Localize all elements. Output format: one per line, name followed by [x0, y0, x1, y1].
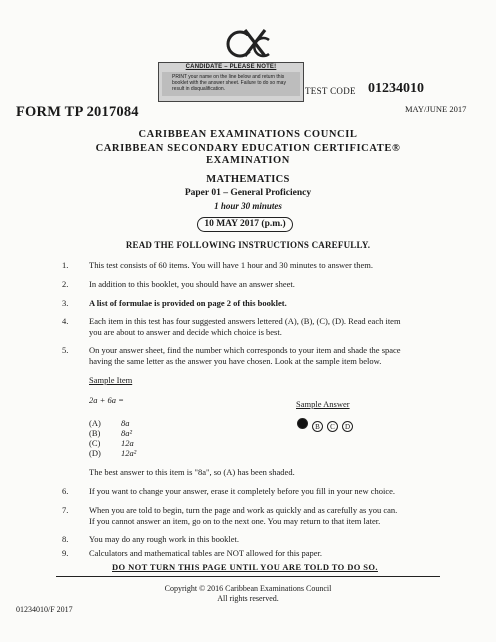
instruction-number: 4. [62, 316, 69, 326]
instruction-text: Each item in this test has four suggested answers lettered (A), (B), (C), (D). Read each item [89, 316, 401, 326]
instruction-number: 9. [62, 548, 69, 558]
option-letter: (B) [89, 428, 101, 438]
instruction-text: In addition to this booklet, you should have an answer sheet. [89, 279, 295, 289]
answer-bubble-d: D [342, 421, 353, 432]
test-code: 01234010 [368, 81, 424, 96]
option-letter: (C) [89, 438, 101, 448]
test-code-label: TEST CODE [305, 86, 356, 96]
option-value: 8a² [121, 428, 133, 438]
sample-explanation: The best answer to this item is "8a", so (A) has been shaded. [89, 467, 295, 477]
answer-bubble-a-filled [297, 418, 308, 429]
option-letter: (D) [89, 448, 101, 458]
instruction-number: 2. [62, 279, 69, 289]
final-warning: DO NOT TURN THIS PAGE UNTIL YOU ARE TOLD TO DO SO. [112, 562, 378, 572]
exam-date: 10 MAY 2017 (p.m.) [197, 217, 293, 232]
option-value: 12a [121, 438, 134, 448]
paper-title: Paper 01 – General Proficiency [184, 188, 312, 198]
instruction-text: If you want to change your answer, erase it completely before you fill in your new choice. [89, 486, 396, 496]
instruction-number: 1. [62, 260, 69, 270]
candidate-notice-box [158, 62, 304, 102]
instructions-heading: READ THE FOLLOWING INSTRUCTIONS CAREFULLY. [125, 240, 371, 250]
duration: 1 hour 30 minutes [214, 201, 282, 211]
instruction-text: having the same letter as the answer you have chosen. Look at the sample item below. [89, 356, 382, 366]
answer-bubble-b: B [312, 421, 323, 432]
instruction-number: 5. [62, 345, 69, 355]
instruction-text: you are about to answer and decide which choice is best. [89, 327, 282, 337]
notice-title: CANDIDATE – PLEASE NOTE! [185, 64, 277, 70]
certificate-title: CARIBBEAN SECONDARY EDUCATION CERTIFICATE® [95, 143, 401, 154]
sample-answer-heading: Sample Answer [296, 399, 350, 409]
instruction-text: A list of formulae is provided on page 2 of this booklet. [89, 298, 287, 308]
instruction-number: 8. [62, 534, 69, 544]
instruction-text: Calculators and mathematical tables are NOT allowed for this paper. [89, 548, 323, 558]
examination-title: EXAMINATION [206, 155, 290, 166]
form-number: FORM TP 2017084 [16, 104, 139, 120]
exam-session: MAY/JUNE 2017 [405, 104, 467, 114]
option-value: 12a² [121, 448, 137, 458]
instruction-number: 6. [62, 486, 69, 496]
footer-code: 01234010/F 2017 [16, 605, 73, 614]
sample-item-heading: Sample Item [89, 375, 133, 385]
divider-line [56, 576, 440, 577]
notice-body: PRINT your name on the line below and return this booklet with the answer sheet. Failure to do so may result in disqualification. [162, 72, 300, 96]
council-title: CARIBBEAN EXAMINATIONS COUNCIL [138, 129, 358, 140]
option-letter: (A) [89, 418, 101, 428]
instruction-text: You may do any rough work in this booklet. [89, 534, 240, 544]
instruction-text: When you are told to begin, turn the page and work as quickly and as carefully as you can. [89, 505, 398, 515]
instruction-number: 7. [62, 505, 69, 515]
rights-line: All rights reserved. [217, 594, 279, 603]
copyright-line: Copyright © 2016 Caribbean Examinations Council [164, 584, 332, 593]
instruction-text: This test consists of 60 items. You will have 1 hour and 30 minutes to answer them. [89, 260, 374, 270]
sample-answer-bubbles [297, 416, 353, 434]
instruction-text: On your answer sheet, find the number which corresponds to your item and shade the space [89, 345, 401, 355]
instruction-number: 3. [62, 298, 69, 308]
option-value: 8a [121, 418, 130, 428]
answer-bubble-c: C [327, 421, 338, 432]
sample-question: 2a + 6a = [89, 395, 124, 405]
instruction-text: If you cannot answer an item, go on to the next one. You may return to that item later. [89, 516, 381, 526]
cxc-logo [225, 22, 271, 62]
subject-title: MATHEMATICS [206, 174, 290, 185]
